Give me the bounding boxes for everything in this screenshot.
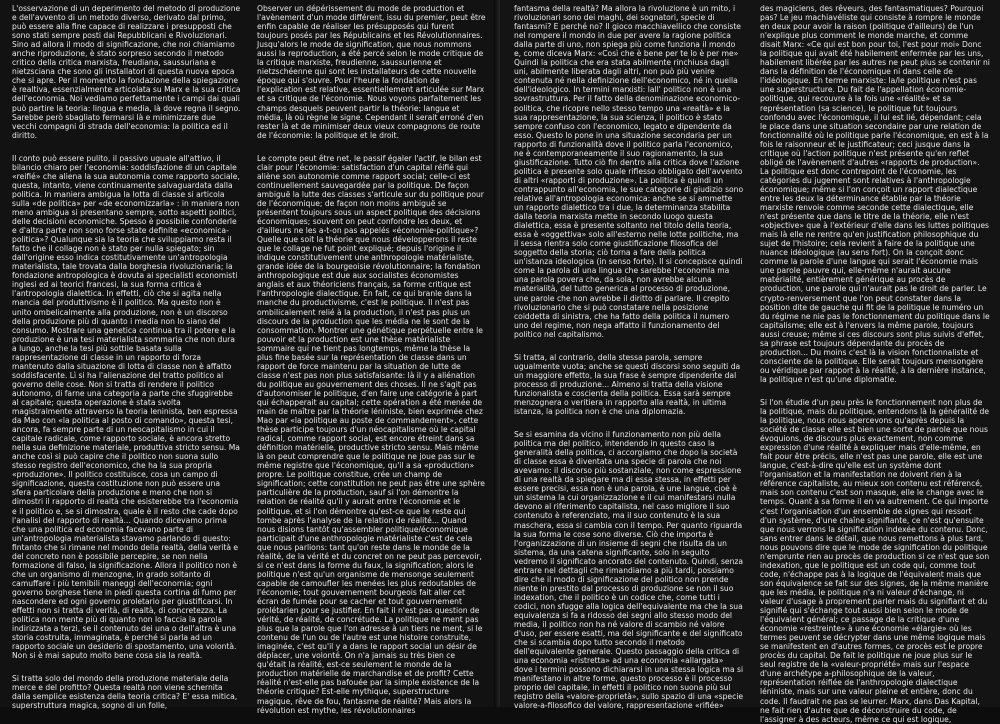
right-page-italian-column bbox=[514, 4, 744, 711]
paragraph-gap bbox=[514, 416, 744, 430]
paragraph-gap bbox=[12, 660, 241, 674]
paragraph-gap bbox=[12, 140, 241, 154]
paragraph: Observer un dépérissement du mode de production et l'avènement d'un mode différent, issu du premier, peut être enfin capable de réaliser les présupposés qui furent toujours posés par les Républicains et les Révolutionnaires. Jusqu'alors le mode de signification, que nous nommons aussi la reproduction, a été percé selon le mode critique de la critique marxiste, freudienne, saussurienne et nietzschéenne qui sont les installateurs de cette nouvelle époque qui s'ouvre. Pour l'heure la fondation de l'explication est relative, essentiellement articulée sur Marx et sa critique de l'économie. Nous voyons parfaitement les champs desquels peuvent partir la théorie: langue et média, là où règne le signe. Cependant il serait erroné d'en rester là et de minimiser deux vieux compagnons de route de l'économie: la politique et le droit. bbox=[257, 4, 486, 140]
left-page-french-column bbox=[257, 4, 486, 715]
paragraph: Si tratta, al contrario, della stessa parola, sempre ugualmente vuota; anche se questi discorsi sono seguiti da un maggiore effetto, la sua frase è sempre dipendente dal processo di produzione... Almeno si tratta della visione funzionalista e coscienta della politica. Essa sarà sempre menzognera o veritiera in rapporto alla realtà, in ultima istanza, la politica non è che una diplomazia. bbox=[514, 352, 741, 417]
paragraph-gap bbox=[257, 140, 486, 154]
paragraph: Se si esamina da vicino il funzionamento non più della politica ma del politico, intendendo in questo caso la generalità della politica, ci accorgiamo che dopo la società di classe essa è diventata una specie di parola che noi avevamo: il discorso più sostanziale, non come espressione di una realtà da spiegare ma di essa stessa, in effetti per essere precisi, essa non è una parola, è une langue, cioè è un sistema la cui organizzazione e il cui manifestarsi nulla devono al riferimento capitalista, nel caso migliore il suo contenuto è referenziato, ma il suo contenuto è la sua maschera, essa si cambia con il tempo. Per quanto riguarda la sua forma le cose sono diverse. Ciò che importa è l'organizzazione di un insieme di segni che risulta da un sistema, da una catena significante, solo in seguito vedremo il significato ancorato del contenuto. Quindi, senza entrare nel dettagli che rimandiamo a più tardi, possiamo dire che il modo di significazione del politico non prende niente in prestito dal processo di produzione se non il suo indexation, che il politico è un codice che, come tutti i codici, non sfugge alla logica dell'equivalente ma che la sua equivalenza si fa a ridosso dei segni allo stesso modo del media, il politico non ha né valore di scambio né valore d'uso, per essere esatti, ma del significante e del significato che si scambia dopo tutto secondo il metodo dell'equivalente generale. Questo passaggio della critica di una economia «ristretta» ad una economia «allargata» dove i termini possono dichiararsi in una stessa logica ma si manifestano in altre forme, questo processo è il processo proprio del capitale, in effetti il politico non suona più sul registro della «valore-proprietà», sullo spazio di una «specie valore-a-filosofico del valore, rappresentazione «rifiée» bbox=[514, 430, 744, 711]
paragraph: Si l'on étudie d'un peu près le fonctionnement non plus de la politique, mais du politique, entendons là la généralité de la politique, nous nous apercevons qu'après depuis la société de classe elle est bien une sorte de parole que nous évoquions, de discours plus exactement, non comme expression d'une réalité à expliquer mais d'elle-même, en fait pour être précis, elle n'est pas une parole, elle est une langue, c'est-à-dire qu'elle est un système dont l'organisation et la manifestation ne doivent rien à la référence capitaliste, au mieux son contenu est référencé, mais son contenu c'est son masque, elle le change avec le temps. Quant à sa forme il en va autrement. Ce qui importe c'est l'organisation d'un ensemble de signes qui ressort d'un système, d'une chaîne signifiante, ce n'est qu'ensuite que nous verrons la signification indexée du contenu. Donc, sans entrer dans le détail, que nous remettons à plus tard, nous pouvons dire que le mode de signification du politique n'emprunte rien au procès de production si ce n'est que son indexation, que le politique est un code qui, comme tout code, n'échappe pas à la logique de l'équivalent mais que son équivalence se fait sur des signes, de la même manière que les média, le politique n'a ni valeur d'échange, ni valeur d'usage à proprement parler mais du signifiant et du signifié qui s'échange tout aussi bien selon le mode de l'équivalent général; ce passage de la critique d'une économie «restreinte» à une économie «élargie» où les termes peuvent se décrypter dans une même logique mais se manifestent en d'autres formes, ce procès est le propre procès du capital. De fait le politique ne joue plus sur le seul registre de la «valeur-propriété» mais sur l'espace d'une archétype a-philosophique de la valeur, représentation réifiée de l'anthropologie dialectique léniniste, mais sur une valeur pleine et entière, donc du code. Il faudrait ne pas se leurrer. Marx, dans Das Kapital, ne fait rien d'autre que de déconstruire du code, de l'assigner à des acteurs, même ce qui est logique, bbox=[760, 397, 990, 724]
paragraph: L'osservazione di un deperimento del metodo di produzione e dell'avvento di un metodo diverso, derivato dal primo, può essere alla fine capace di realizzare i presupposti che sono stati sempre posti dai Repubblicani e Rivoluzionari. Sino ad allora il modo di significazione, che noi chiamiamo anche riproduzione, è stato sorpreso secondo il metodo critico della critica marxista, freudiana, saussuriana e nietzsciana che sono gli installatori di questa nuova epoca che si apre. Per il momento la fondazione della spiegazione è realtiva, essenzialmente articolata su Marx e la sua critica dell'economia. Noi vediamo perfettamente i campi dai quali può partire la teoria: lingua e media, là dove regna il segno. Sarebbe però sbagliato fermarsi là e minimizzare due vecchi compagni di strada dell'economia: la politica ed il diritto. bbox=[12, 4, 241, 140]
left-page-italian-column bbox=[12, 4, 241, 711]
paragraph: Le compte peut être net, le passif égaler l'actif, le bilan est clair pour l'économie: satisfaction d'un capital réifié qui aliène son autonomie comme rapport social; celle-ci est continuellement sauvegardée par la politique. De façon ambiguë la lutte des classes s'articule sur du politique pour de l'économique; de façon non moins ambiguë se présentent toujours sous un aspect politique des décisions économiques; souvent on peut confondre les deux, et d'ailleurs ne les a-t-on pas appelés «économie-politique»? Quelle que soit la théorie que nous développerons il reste que le collage ne fut point expliqué; depuis l'origine il indique constitutivement une anthropologie matérialiste, grande idée de la bourgeoisie révolutionnaire; la fondation anthropologique est due aux socialistes économistes anglais et aux théoriciens français, sa forme critique est l'anthropologie dialectique. En fait, ce qui branle dans la manche du productivisme, c'est le politique. Il n'est pas ombilicalement relié à la production, il n'est pas plus un discours de la production que les média ne le sont de la consommation. Montrer une génétique perpétuelle entre le pouvoir et la production est une thèse matérialiste sommaire qui ne tient pas longtemps, même la thèse la plus fine basée sur la représentation de classe dans un rapport de force maintenu par la situation de lutte de classe n'est pas non plus satisfaisante: là il y a aliénation du politique au gouvernement des choses. Il ne s'agit pas d'autonomiser le politique, d'en faire une catégorie à part qui échapperait au capital; cette opération a été menée de main de maître par la théorie léniniste, bien exprimée chez Mao par «la politique au poste de commandement», cette thèse participe toujours d'un néocapitalisme où le capital radical, comme rapport social, est encore étreint dans sa définition matérielle, productive stricto sensu. Mais même là on peut comprendre que le politique ne joue pas sur le même registre que l'économique, qu'il a sa «production» propre. Le politique constitue, crée un champ de signification; cette constitution ne peut pas être une sphère particulière de la production, sauf si l'on démontre la relation de réalité qu'il y aurait entre l'économie et le politique, et si l'on démontre qu'est-ce que le reste qui tombe après l'analyse de la relation de réalité... Quand nous disions tantôt qu'assembler politique/économique participait d'une anthropologie matérialiste c'est de cela que nous parlions: tant qu'on reste dans le monde de la réalité, de la vérité et du concret on ne peut pas percevoir, si ce n'est dans la forme du faux, la signification; alors le politique n'est qu'un organisme de mensonge seulement capable de camoufler les menées les plus redoutables de l'économie; tout gouvernement bourgeois fait aller cet écran de fumée pour se cacher et tout gouvernement prolétarien pour se justifier. En fait il n'est pas question de vérité, de réalité, de concrétude. La politique ne ment pas plus que la parole que l'on adresse à un tiers ne ment, si le contenu de l'un ou de l'autre est une histoire construite, imaginée, c'est qu'il y a dans le rapport social un désir de déplacer, une volonté. On n'a jamais su très bien ce qu'était la réalité, est-ce seulement le monde de la production matérielle de marchandise et de profit? Cette réalité n'est-elle pas bafouée par la simple existence de la théorie critique? Est-elle mythique, superstructure magique, rêve de fou, fantasme de réalité? Mais alors la révolution est mythe, les révolutionnaires bbox=[257, 153, 485, 715]
right-page-french-column bbox=[760, 4, 990, 724]
right-page bbox=[500, 0, 1000, 724]
paragraph: fantasma della realtà? Ma allora la rivoluzione è un mito, i rivoluzionari sono dei maghi, dei sognatori, specie di fantasmi? E perché no? Il gioco macchiavellico che consiste nel rompere il mondo in due per avere la ragione politica dalla parte di uno, non spiega più come funziona il mondo e, come diceva Marx: «Così che è bene per te lo è per me» Quindi la politica che era stata abilmente rinchiusa dagli uni, abilmente liberata dagli altri, non può più venire contenuta né nella definizione dell'economico, né in quella dell'ideologico. In termini marxisti: lall' politico non è una sovrastruttura. Per il fatto della denominazione economico-politica, che ricopre nello stesso tempo una «realtà» e la sua rappresentazione, la sua scienza, il politico è stato sempre confuso con l'economico, legato e dipendente da esso. Questo lo pone in una situazione secondaria per un rapporto di funzionalità dove il politico parla l'economico, ne è contemporaneamente il suo ragionamento, la sua giustificazione. Tutto ciò fin dentro alla critica dove l'azione politica è presente solo quale riflesso obbligato dell'avvento di altri «rapporti di produzione». La politica è quindi un contrappunto all'economia, le sue categorie di giudizio sono relative all'antropologia economica: anche se si ammette un rapporto dialettico tra i due, la determinanza stabilita dalla teoria marxista mette in secondo luogo questa dialettica, essa è presente soltanto nel titolo della teoria, essa è «oggettiva» solo all'esterno nelle lotte politiche, ma il sessa rientra solo come giustificazione filosofica del soggetto della storia; ciò torna a fare della politica un'istanza ideologica (in senso forte). Il si concepisce quindi come la parola di una lingua che sarebbe l'economia ma una parola povera che, da sola, non avrebbe alcuna materialità, del tutto generica al processo di produzione, une parole che non avrebbe il diritto di parlare. Il crepito rivoluzionario che si può constatare nella posizione coiddetta di sinistra, che ha fatto della politica il numero uno del regime, non nega affatto il funzionamento del politico nel capitalismo. bbox=[514, 4, 744, 339]
left-page bbox=[0, 0, 500, 715]
paragraph: des magiciens, des rêveurs, des fantasmatiques? Pourquoi pas? Le jeu machiavéliste qui consiste à rompre le monde en deux pour avoir la raison (politique d'ailleurs) de l'un n'explique plus comment le monde marche, et comme disait Marx: «Ce qui est bon pour toi, l'est pour moi» Donc la politique qui avait été habilement enfermée par les uns, habilement libérée par les autres ne peut plus se contenir ni dans la définition de l'économique ni dans celle de l'idéologique. En terme marxiste: la/le politique n'est pas une superstructure. Du fait de l'appellation économie-politique, qui recouvre à la fois une «réalité» et sa représentation (sa science), le politique fut toujours confondu avec l'économique, il lui est lié, dépendant; cela le place dans une situation secondaire par une relation de fonctionnalité où le politique parle l'économique, en est à la fois le raisonneur et le justificateur; ceci jusque dans la critique où l'action politique n'est présente qu'en reflet obligé de l'avènement d'autres «rapports de production». La politique est donc contrepoint de l'économie, les catégories du jugement sont relatives à l'anthropologie économique; même si l'on conçoit un rapport dialectique entre les deux la déterminance établie par la théorie marxiste renvoie comme seconde cette dialectique, elle n'est présente que dans le titre de la théorie, elle n'est «objective» que à l'extérieur d'elle dans les luttes politiques mais là elle ne rentre qu'en justification philosophique du sujet de l'histoire; cela revient à faire de la politique une nuance idéologique (au sens fort). On la conçoit donc comme la parole d'une langue qui serait l'économie mais une parole pauvre qui, elle-même n'aurait aucune matérialité, entièrement générique au procès de production, une parole qui n'aurait pas le droit de parler. Le crypto-renversement que l'on peut constater dans la position dite de gauche qui fit de la politique le numéro un du régime ne nie pas le fonctionnement du politique dans le capitalisme; elle est à l'envers la même parole, toujours aussi creuse; même si ces discours sont plus suivis d'effet, sa phrase est toujours dépendante du procès de production... Du moins c'est là la vision fonctionnaliste et consciente de la politique. Elle serait toujours mensongère ou véridique par rapport à la réalité, à la dernière instance, la politique n'est qu'une diplomatie. bbox=[760, 4, 990, 384]
paragraph-gap bbox=[514, 339, 744, 353]
paragraph: Il conto può essere pulito, il passivo uguale all'attivo, il bilancio chiaro per l'economia: soddisfazione di un capitale «reifié» che aliena la sua autonomia come rapporto sociale, questa, intanto, viene continuamente salvaguardata dalla politica. In maniera ambigua la lotta di classe si articola sulla «de politica» per «de economizzarla» : in maniera non meno ambigua si presentano sempre, sotto aspetti politici, delle decisioni economiche. Spesso è possibile confonderle e d'altra parte non sono forse state definite «economica-politica»? Qualunque sia la teoria che sviluppiamo resta il fatto che il collage non è stato per nulla spiegato; sin dall'origine esso indica costitutivamente un'antropologia materialista, tale trovata dalla borghesia rivoluzionaria; la fondazione antropologica è dovuta ai specialisti economisti inglesi ed ai teorici francesi, la sua forma critica è l'antropologia dialettica. In effetti, ciò che si agita nella mancia del produttivismo è il politico. Ma questo non è unito ombelicalmente alla produzione, non è un discorso della produzione più di quanto i media non lo siano del consumo. Mostrare una genetica continua tra il potere e la produzione è una tesi materialista sommaria che non dura a lungo, anche la tesi più sottile basata sulla rappresentazione di classe in un rapporto di forza mantenuto dalla situazione di lotta di classe non è affatto soddisfacente. Lì si ha l'alienazione del tratto politico al governo delle cose. Non si tratta di rendere il politico autonomo, di farne una categoria a parte che sfuggirebbe al capitale; questa operazione è stata svolta magistralmente attraverso la teoria leninista, ben espressa da Mao con «la politica al posto di comando», questa tesi, ancora, fa sempre parte di un neocapitalismo in cui il capitale radicale, come rapporto sociale, è ancora stretto nella sua definizione materiale, produttiva stricto sensu. Ma anche così si può capire che il politico non suona sullo stesso registro dell'economico, che ha la sua propria «produzione». Il politico costituisce, cosa un campo di significazione, questa costituzione non può essere una sfera particolare della produzione e meno che non si dimostri il rapporto di realtà che esisterebbe tra l'economia e il politico e, se si dimostra, quale è il resto che cade dopo l'analisi del rapporto di realtà... Quando dicevamo prima che una politica ed economia facevano parte di un'antropologia materialista stavamo parlando di questo: fintanto che si rimane nel mondo della realtà, della verità e del concreto non è possibile percepire, se non nella formazione di falso, la significazione. Allora il politico non è che un organismo di menzogne, in grado soltanto di camuffare i più temibili maneggi dell'economia; ogni governo borghese tiene in piedi questa cortina di fumo per nascondere ed ogni governo proletario per giustificarsi. In effetti non si tratta di verità, di realtà, di concretezza. La politica non mente più di quanto non lo faccia la parola indirizzata a terzi, se il contenuto dei una o dell'altra è una storia costruita, immaginata, è perché si parla ad un rapporto sociale un desiderio di spostamento, una volontà. Non si è mai saputo molto bene cosa sia la realtà. bbox=[12, 153, 240, 661]
paragraph: Si tratta solo del mondo della produzione materiale della merce e del profitto? Questa realtà non viene schernita dalla semplice esistenza della teoria critica? E' essa mitica, superstruttura magica, sogno di un folle, bbox=[12, 674, 238, 711]
paragraph-gap bbox=[760, 384, 990, 398]
